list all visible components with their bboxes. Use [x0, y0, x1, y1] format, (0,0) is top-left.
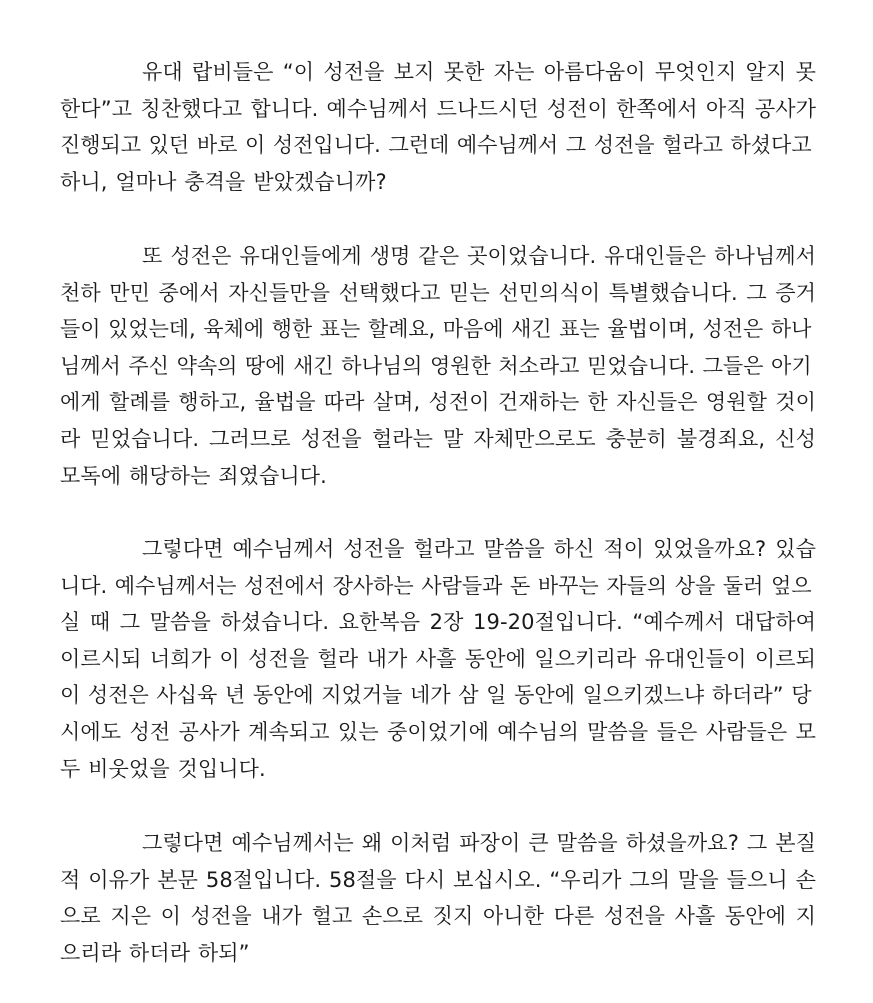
- text-line: 또 성전은 유대인들에게 생명 같은 곳이었습니다. 유대인들은 하나님께서: [142, 244, 816, 268]
- paragraph-4: [60, 825, 816, 971]
- text-line: 그렇다면 예수님께서는 왜 이처럼 파장이 큰 말씀을 하셨을까요? 그 본질: [142, 831, 816, 855]
- text-line: 니다. 예수님께서는 성전에서 장사하는 사람들과 돈 바꾸는 자들의 상을 둘러 엎으: [60, 573, 812, 598]
- text-line: 두 비웃었을 것입니다.: [60, 756, 266, 781]
- paragraph-3: [60, 531, 816, 787]
- text-line: 한다”고 칭찬했다고 합니다. 예수님께서 드나드시던 성전이 한쪽에서 아직 공사가: [60, 96, 816, 121]
- text-line: 이르시되 너희가 이 성전을 헐라 내가 사흘 동안에 일으키리라 유대인들이 이르되: [60, 646, 816, 671]
- text-line: 으리라 하더라 하되”: [60, 940, 250, 965]
- paragraph-2: [60, 238, 816, 494]
- text-line: 실 때 그 말씀을 하셨습니다. 요한복음 2장 19-20절입니다. “예수께서 대답하여: [60, 610, 816, 635]
- text-line: 적 이유가 본문 58절입니다. 58절을 다시 보십시오. “우리가 그의 말을 들으니 손: [60, 867, 816, 892]
- text-line: 시에도 성전 공사가 계속되고 있는 중이었기에 예수님의 말씀을 들은 사람들은 모: [60, 719, 816, 744]
- text-line: 들이 있었는데, 육체에 행한 표는 할례요, 마음에 새긴 표는 율법이며, 성전은 하나: [60, 317, 812, 342]
- text-line: 님께서 주신 약속의 땅에 새긴 하나님의 영원한 처소라고 믿었습니다. 그들은 아기: [60, 353, 812, 378]
- paragraph-1: [60, 54, 816, 200]
- text-line: 하니, 얼마나 충격을 받았겠습니까?: [60, 169, 387, 194]
- text-line: 유대 랍비들은 “이 성전을 보지 못한 자는 아름다움이 무엇인지 알지 못: [142, 60, 816, 84]
- text-line: 천하 만민 중에서 자신들만을 선택했다고 믿는 선민의식이 특별했습니다. 그 증거: [60, 280, 816, 305]
- text-line: 에게 할례를 행하고, 율법을 따라 살며, 성전이 건재하는 한 자신들은 영원할 것이: [60, 390, 816, 415]
- text-line: 모독에 해당하는 죄였습니다.: [60, 463, 327, 488]
- text-line: 으로 지은 이 성전을 내가 헐고 손으로 짓지 아니한 다른 성전을 사흘 동안에 지: [60, 904, 816, 929]
- text-line: 라 믿었습니다. 그러므로 성전을 헐라는 말 자체만으로도 충분히 불경죄요, 신성: [60, 426, 816, 451]
- text-line: 진행되고 있던 바로 이 성전입니다. 그런데 예수님께서 그 성전을 헐라고 하셨다고: [60, 133, 812, 158]
- text-line: 이 성전은 사십육 년 동안에 지었거늘 네가 삼 일 동안에 일으키겠느냐 하더라” 당: [60, 683, 812, 708]
- text-line: 그렇다면 예수님께서 성전을 헐라고 말씀을 하신 적이 있었을까요? 있습: [142, 537, 816, 561]
